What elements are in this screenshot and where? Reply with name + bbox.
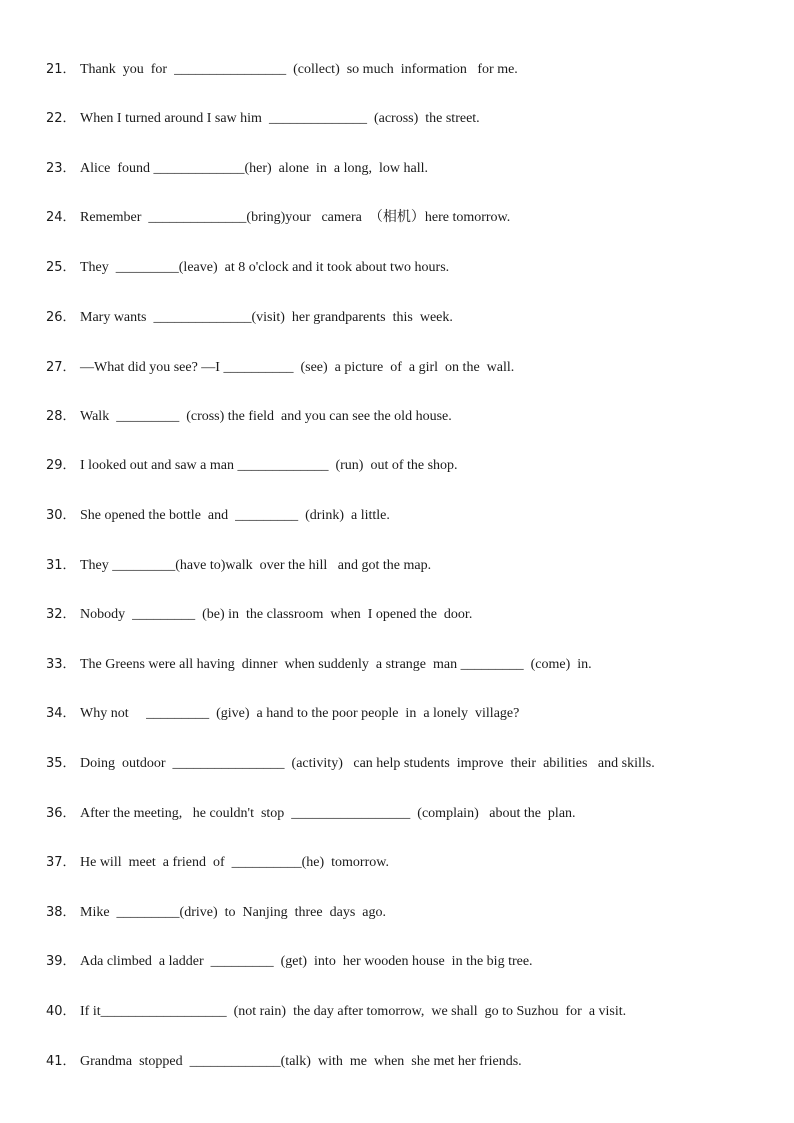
question-number: 32．: [46, 607, 76, 622]
question-text: Grandma stopped _____________(talk) with me when she met her friends.: [80, 1054, 522, 1069]
question-text: Why not _________ (give) a hand to the poor people in a lonely village?: [80, 706, 520, 721]
question-26: [46, 306, 453, 330]
question-21: [46, 58, 518, 82]
question-text: She opened the bottle and _________ (drink) a little.: [80, 508, 390, 523]
question-37: [46, 851, 389, 875]
question-25: [46, 256, 449, 280]
question-number: 30．: [46, 508, 76, 523]
question-number: 21．: [46, 62, 76, 77]
question-number: 24．: [46, 210, 76, 225]
question-number: 36．: [46, 806, 76, 821]
question-text: —What did you see? —I __________ (see) a picture of a girl on the wall.: [80, 360, 515, 375]
question-text: He will meet a friend of __________(he) tomorrow.: [80, 855, 389, 870]
question-text: I looked out and saw a man _____________ (run) out of the shop.: [80, 458, 458, 473]
question-number: 38．: [46, 905, 76, 920]
question-text: Thank you for ________________ (collect) so much information for me.: [80, 62, 518, 77]
question-22: [46, 107, 480, 131]
question-number: 35．: [46, 756, 76, 771]
question-text: When I turned around I saw him ______________ (across) the street.: [80, 111, 480, 126]
question-number: 34．: [46, 706, 76, 721]
question-text: The Greens were all having dinner when suddenly a strange man _________ (come) in.: [80, 657, 592, 672]
question-number: 37．: [46, 855, 76, 870]
question-23: [46, 157, 428, 181]
question-28: [46, 405, 452, 429]
question-24: [46, 206, 510, 230]
question-27: [46, 356, 514, 380]
question-number: 22．: [46, 111, 76, 126]
question-text: Walk _________ (cross) the field and you can see the old house.: [80, 409, 452, 424]
question-text: Mike _________(drive) to Nanjing three days ago.: [80, 905, 386, 920]
question-number: 27．: [46, 360, 76, 375]
question-text: Doing outdoor ________________ (activity) can help students improve their abilities and skills.: [80, 756, 655, 771]
question-36: [46, 802, 576, 826]
question-text: If it__________________ (not rain) the day after tomorrow, we shall go to Suzhou for a visit.: [80, 1004, 627, 1019]
question-number: 25．: [46, 260, 76, 275]
question-text: After the meeting, he couldn't stop _________________ (complain) about the plan.: [80, 806, 576, 821]
question-text: Alice found _____________(her) alone in a long, low hall.: [80, 161, 428, 176]
question-text: They _________(leave) at 8 o'clock and it took about two hours.: [80, 260, 450, 275]
question-number: 40．: [46, 1004, 76, 1019]
question-number: 28．: [46, 409, 76, 424]
question-number: 29．: [46, 458, 76, 473]
question-41: [46, 1050, 522, 1074]
question-40: [46, 1000, 626, 1024]
question-33: [46, 653, 592, 677]
question-text: Ada climbed a ladder _________ (get) into her wooden house in the big tree.: [80, 954, 533, 969]
question-29: [46, 454, 458, 478]
question-number: 33．: [46, 657, 76, 672]
question-39: [46, 950, 533, 974]
question-38: [46, 901, 386, 925]
question-number: 39．: [46, 954, 76, 969]
question-number: 23．: [46, 161, 76, 176]
question-34: [46, 702, 519, 726]
question-text: Nobody _________ (be) in the classroom when I opened the door.: [80, 607, 473, 622]
question-32: [46, 603, 472, 627]
question-text: They _________(have to)walk over the hill and got the map.: [80, 558, 432, 573]
question-number: 41．: [46, 1054, 76, 1069]
question-35: [46, 752, 655, 776]
question-30: [46, 504, 390, 528]
question-number: 31．: [46, 558, 76, 573]
question-31: [46, 554, 431, 578]
question-number: 26．: [46, 310, 76, 325]
question-text: Mary wants ______________(visit) her grandparents this week.: [80, 310, 453, 325]
question-text: Remember ______________(bring)your camera （相机）here tomorrow.: [80, 210, 511, 225]
